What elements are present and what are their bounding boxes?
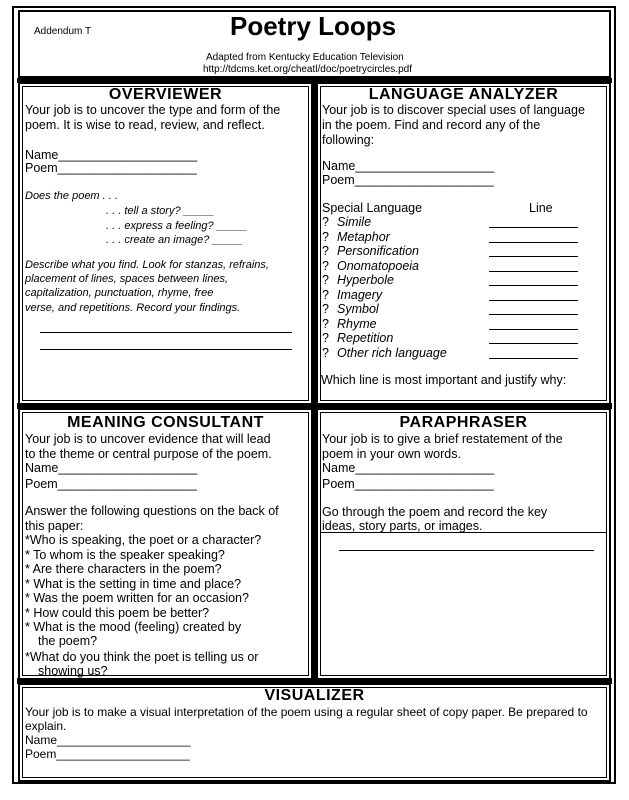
meaning-question: showing us? (38, 664, 108, 678)
language-item: Imagery (337, 287, 383, 302)
overviewer-question: . . . express a feeling? _____ (106, 220, 248, 232)
meaning-question: * Was the poem written for an occasion? (25, 591, 249, 605)
line-header: Line (529, 201, 553, 215)
line-answer-blank[interactable] (489, 271, 578, 272)
language-intro: Your job is to discover special uses of language (322, 103, 585, 117)
line-answer-blank[interactable] (489, 329, 578, 330)
question-mark-bullet-icon: ? (322, 258, 329, 273)
answer-line (40, 332, 292, 333)
overviewer-question: . . . tell a story? _____ (106, 205, 215, 217)
language-item: Rhyme (337, 316, 377, 331)
overviewer-describe: Describe what you find. Look for stanzas, refrains, (25, 259, 269, 271)
meaning-intro: to the theme or central purpose of the poem. (25, 447, 272, 461)
paraphraser-instructions: Go through the poem and record the key (322, 505, 548, 519)
line-answer-blank[interactable] (489, 300, 578, 301)
language-item: Symbol (337, 302, 379, 316)
line-answer-blank[interactable] (489, 256, 578, 257)
line-answer-blank[interactable] (489, 358, 578, 359)
language-item: Personification (337, 244, 419, 258)
language-item: Onomatopoeia (337, 258, 420, 273)
visualizer-title: VISUALIZER (264, 687, 365, 704)
question-mark-bullet-icon: ? (322, 302, 329, 316)
overviewer-intro: Your job is to uncover the type and form of the (25, 103, 281, 117)
meaning-question: the poem? (38, 634, 98, 648)
meaning-instructions: Answer the following questions on the back of (25, 504, 279, 518)
meaning-question: * How could this poem be better? (25, 606, 210, 620)
overviewer-question: . . . create an image? _____ (106, 234, 243, 246)
meaning-consultant-title: MEANING CONSULTANT (67, 414, 264, 431)
name-field[interactable]: Name____________________ (25, 461, 198, 475)
meaning-question: * What is the setting in time and place? (25, 577, 242, 591)
paraphraser-intro: Your job is to give a brief restatement of the (322, 432, 563, 446)
visualizer-intro: Your job is to make a visual interpretation of the poem using a regular sheet of copy paper. Be prepared to (25, 705, 588, 719)
overviewer-title: OVERVIEWER (108, 86, 223, 103)
language-item: Metaphor (337, 229, 390, 244)
question-mark-bullet-icon: ? (322, 244, 329, 258)
paraphraser-title: PARAPHRASER (399, 414, 528, 431)
meaning-question: *Who is speaking, the poet or a character? (25, 533, 262, 547)
poem-field[interactable]: Poem____________________ (25, 747, 190, 761)
name-field[interactable]: Name____________________ (322, 461, 495, 475)
question-mark-bullet-icon: ? (322, 287, 329, 302)
question-mark-bullet-icon: ? (322, 273, 329, 287)
answer-line (40, 349, 292, 350)
meaning-question: * To whom is the speaker speaking? (25, 548, 225, 562)
overviewer-describe: capitalization, punctuation, rhyme, free (25, 287, 214, 299)
question-mark-bullet-icon: ? (322, 229, 329, 244)
overviewer-describe: verse, and repetitions. Record your findings. (25, 302, 241, 314)
language-footer: Which line is most important and justify why: (321, 373, 567, 387)
question-mark-bullet-icon: ? (322, 215, 329, 229)
paraphraser-instructions: ideas, story parts, or images. (322, 519, 483, 533)
meaning-question: *What do you think the poet is telling us or (25, 650, 259, 664)
question-mark-bullet-icon: ? (322, 345, 329, 360)
question-mark-bullet-icon: ? (322, 331, 329, 345)
addendum-label: Addendum T (34, 26, 92, 37)
line-answer-blank[interactable] (489, 343, 578, 344)
answer-line (339, 550, 594, 551)
poem-field[interactable]: Poem____________________ (322, 477, 494, 491)
poem-field[interactable]: Poem____________________ (25, 477, 197, 491)
line-answer-blank[interactable] (489, 227, 578, 228)
adapted-note: Adapted from Kentucky Education Television (206, 52, 404, 63)
overviewer-intro: poem. It is wise to read, review, and reflect. (25, 118, 265, 132)
language-item: Other rich language (337, 345, 447, 360)
language-item: Hyperbole (337, 273, 394, 287)
name-field[interactable]: Name____________________ (25, 148, 198, 162)
visualizer-intro: explain. (25, 719, 67, 733)
language-intro: following: (322, 133, 375, 147)
language-item: Simile (337, 215, 372, 229)
poem-field[interactable]: Poem____________________ (25, 161, 197, 175)
page-title: Poetry Loops (230, 11, 397, 41)
poem-field[interactable]: Poem____________________ (322, 173, 494, 187)
paraphraser-intro: poem in your own words. (322, 447, 461, 461)
paraphraser-divider (320, 532, 607, 533)
source-url: http://tdcms.ket.org/cheatl/doc/poetrycircles.pdf (203, 64, 412, 75)
overviewer-describe: placement of lines, spaces between lines, (25, 273, 229, 285)
line-answer-blank[interactable] (489, 285, 578, 286)
line-answer-blank[interactable] (489, 242, 578, 243)
language-intro: in the poem. Find and record any of the (322, 118, 541, 132)
line-answer-blank[interactable] (489, 314, 578, 315)
overviewer-question-lead: Does the poem . . . (25, 190, 118, 202)
meaning-instructions: this paper: (25, 519, 84, 533)
name-field[interactable]: Name____________________ (322, 159, 495, 173)
name-field[interactable]: Name____________________ (25, 733, 191, 747)
meaning-intro: Your job is to uncover evidence that will lead (25, 432, 271, 446)
language-analyzer-title: LANGUAGE ANALYZER (368, 86, 559, 103)
question-mark-bullet-icon: ? (322, 316, 329, 331)
language-item: Repetition (337, 331, 394, 345)
special-language-header: Special Language (322, 201, 423, 215)
meaning-question: * Are there characters in the poem? (25, 562, 222, 576)
meaning-question: * What is the mood (feeling) created by (25, 620, 242, 634)
